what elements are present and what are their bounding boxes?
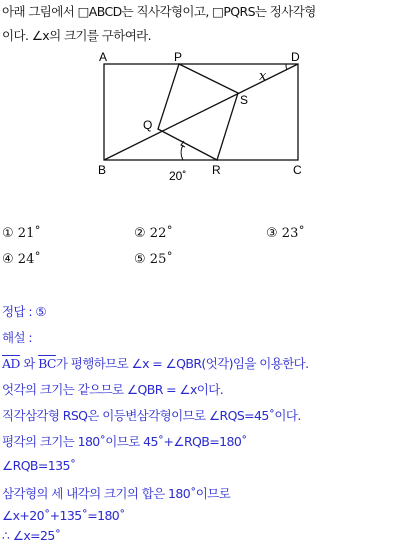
answer-label: 정답 : xyxy=(2,304,32,319)
choice-num: ⑤ xyxy=(134,252,146,267)
label-r: R xyxy=(212,163,221,177)
angle-x-arc xyxy=(286,64,287,70)
label-q: Q xyxy=(143,118,153,132)
solution-line-8: ∴ ∠x=25˚ xyxy=(2,528,61,543)
question-line-1: 아래 그림에서 □ABCD는 직사각형이고, □PQRS는 정사각형 xyxy=(2,4,316,19)
choice-num: ① xyxy=(2,226,14,241)
label-p: P xyxy=(174,50,183,64)
angle-20-arc xyxy=(181,145,183,160)
diagonal-bd xyxy=(104,64,298,160)
angle-20-label: 20˚ xyxy=(169,169,187,183)
choice-text: 25˚ xyxy=(149,252,173,267)
choice-text: 23˚ xyxy=(281,226,305,241)
label-a: A xyxy=(99,50,108,64)
choice-2[interactable] xyxy=(134,226,173,241)
solution-line-7: ∠x+20˚+135˚=180˚ xyxy=(2,508,125,523)
solution-line-3: 직각삼각형 RSQ은 이등변삼각형이므로 ∠RQS=45˚이다. xyxy=(2,408,301,423)
label-b: B xyxy=(98,163,107,177)
choice-1[interactable] xyxy=(2,226,41,241)
label-d: D xyxy=(291,50,300,64)
label-c: C xyxy=(293,163,302,177)
choice-4[interactable] xyxy=(2,252,41,267)
square-pqrs xyxy=(158,64,238,160)
choice-text: 21˚ xyxy=(17,226,41,241)
solution-line-1 xyxy=(2,354,309,372)
question-line-2: 이다. ∠x의 크기를 구하여라. xyxy=(2,28,152,43)
choice-num: ③ xyxy=(266,226,278,241)
solution-line-1-mid: 와 xyxy=(23,356,35,371)
solution-line-4: 평각의 크기는 180˚이므로 45˚+∠RQB=180˚ xyxy=(2,434,247,449)
solution-line-2: 엇각의 크기는 같으므로 ∠QBR = ∠x이다. xyxy=(2,382,224,397)
choice-text: 24˚ xyxy=(17,252,41,267)
answer-value: ⑤ xyxy=(35,304,46,319)
solution-line-6: 삼각형의 세 내각의 크기의 합은 180˚이므로 xyxy=(2,486,231,501)
angle-x-label: x xyxy=(259,69,267,84)
geometry-figure xyxy=(92,50,312,186)
solution-line-5: ∠RQB=135˚ xyxy=(2,458,76,473)
segment-ad: $\overline{AD}$ xyxy=(2,356,20,371)
solution-heading: 해설 : xyxy=(2,330,32,345)
choice-5[interactable] xyxy=(134,252,173,267)
segment-bc: $\overline{BC}$ xyxy=(38,356,56,371)
choice-num: ④ xyxy=(2,252,14,267)
choice-3[interactable] xyxy=(266,226,305,241)
solution-line-1-rest: 가 평행하므로 ∠x = ∠QBR(엇각)임을 이용한다. xyxy=(55,356,309,371)
choice-num: ② xyxy=(134,226,146,241)
label-s: S xyxy=(240,93,249,107)
answer-line xyxy=(2,302,46,320)
choice-text: 22˚ xyxy=(149,226,173,241)
